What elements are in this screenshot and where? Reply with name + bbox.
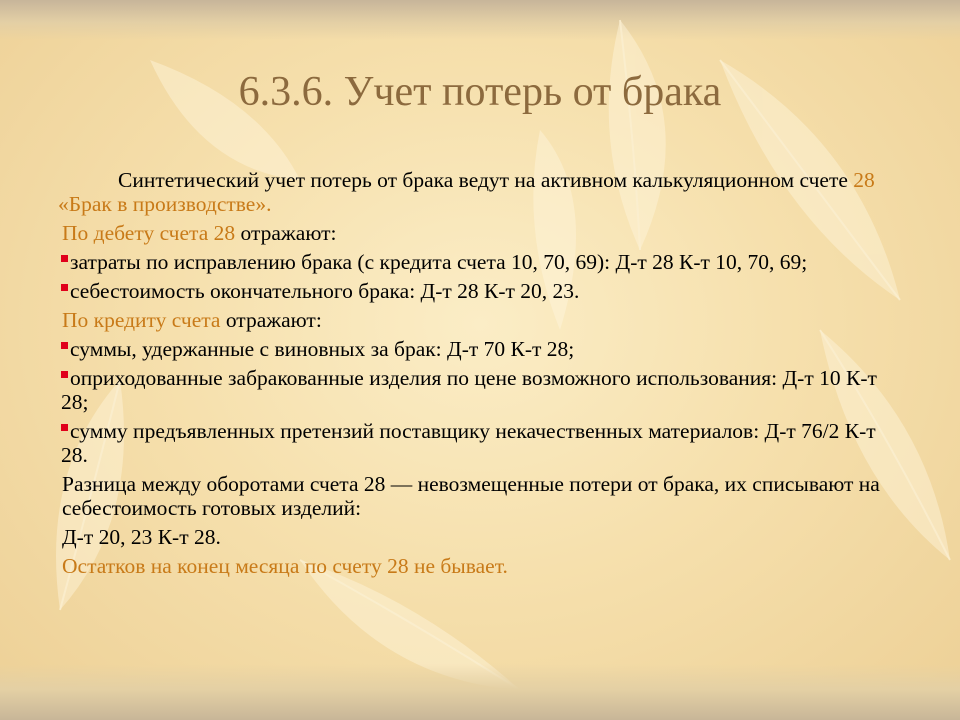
intro-paragraph [58,168,898,216]
credit-heading-rest: отражают: [220,308,322,332]
entry-paragraph: Д-т 20, 23 К-т 28. [62,525,221,549]
bullet-text: сумму предъявленных претензий поставщику некачественных материалов: Д-т 76/2 К-т 28. [61,419,876,467]
bullet-square-icon [61,342,68,349]
bullet-item [58,279,898,303]
difference-paragraph: Разница между оборотами счета 28 — невозмещенные потери от брака, их списывают на себестоимость готовых изделий: [62,472,880,520]
bullet-item [58,419,898,467]
credit-heading [58,308,898,332]
slide-body [58,168,898,583]
credit-heading-highlight: По кредиту счета [62,308,221,332]
bullet-item [58,366,898,414]
account-28-name: 28 «Брак в производстве». [58,168,875,216]
debit-heading-highlight: По дебету счета 28 [62,221,236,245]
bullet-square-icon [61,424,68,431]
debit-heading [58,221,898,245]
bullet-text: затраты по исправлению брака (с кредита счета 10, 70, 69): Д-т 28 К-т 10, 70, 69; [70,250,808,274]
bullet-square-icon [61,284,68,291]
intro-text: Синтетический учет потерь от брака ведут на активном калькуляционном счете [118,168,854,192]
closing-paragraph: Остатков на конец месяца по счету 28 не бывает. [62,554,508,578]
bullet-item [58,250,898,274]
debit-heading-rest: отражают: [235,221,337,245]
bullet-square-icon [61,371,68,378]
bottom-band [0,664,960,720]
bullet-text: оприходованные забракованные изделия по цене возможного использования: Д-т 10 К-т 28; [61,366,877,414]
bullet-text: себестоимость окончательного брака: Д-т 28 К-т 20, 23. [70,279,580,303]
bullet-item [58,337,898,361]
slide-title: 6.3.6. Учет потерь от брака [238,69,722,115]
bullet-text: суммы, удержанные с виновных за брак: Д-т 70 К-т 28; [70,337,575,361]
bullet-square-icon [61,255,68,262]
